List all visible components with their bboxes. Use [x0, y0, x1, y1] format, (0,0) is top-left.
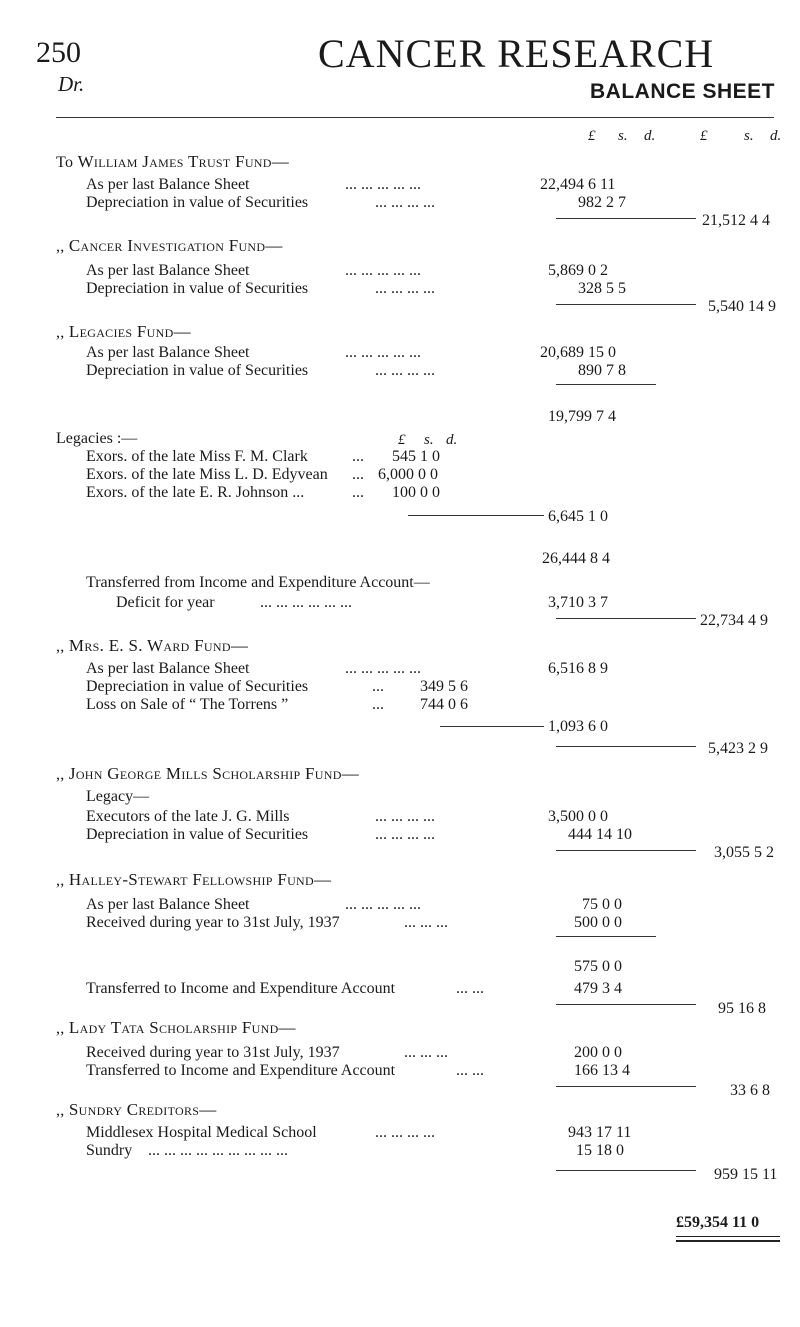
leader-dots: ... ...	[456, 1062, 484, 1079]
col-head-pence-2: d.	[770, 128, 782, 144]
heading-prefix: ,,	[56, 1020, 65, 1037]
leader-dots: ... ... ... ... ...	[345, 262, 421, 279]
row-label: Exors. of the late Miss L. D. Edyvean	[86, 466, 328, 483]
section-total: 22,734 4 9	[700, 612, 768, 629]
row-label: Transferred to Income and Expenditure Account	[86, 980, 396, 997]
row-value: 500 0 0	[574, 914, 622, 931]
sum-rule	[556, 746, 696, 747]
section-total: 95 16 8	[718, 1000, 766, 1017]
subtotal: 575 0 0	[574, 958, 622, 975]
leader-dots: ...	[352, 466, 364, 483]
row-label: Sundry	[86, 1142, 133, 1159]
section-ward	[56, 636, 248, 656]
leader-dots: ...	[372, 696, 384, 713]
leg-head-shillings: s.	[424, 432, 434, 448]
leader-dots: ...	[372, 678, 384, 695]
leader-dots: ... ... ... ... ... ...	[260, 594, 352, 611]
subtotal: 26,444 8 4	[542, 550, 610, 567]
heading-prefix: ,,	[56, 872, 65, 889]
section-heading: John George Mills Scholarship Fund—	[68, 764, 360, 783]
leader-dots: ... ... ... ...	[375, 280, 435, 297]
sub-label: Legacy—	[86, 788, 150, 805]
row-label: Loss on Sale of “ The Torrens ”	[86, 696, 289, 713]
row-value: 3,710 3 7	[548, 594, 608, 611]
row-value: 444 14 10	[568, 826, 632, 843]
heading-prefix: ,,	[56, 324, 65, 341]
sum-rule	[408, 515, 544, 516]
grand-total-rule	[676, 1236, 780, 1242]
section-total: 5,423 2 9	[708, 740, 768, 757]
row-label: Exors. of the late E. R. Johnson ...	[86, 484, 305, 501]
row-label: Depreciation in value of Securities	[86, 194, 309, 211]
section-heading: William James Trust Fund—	[77, 152, 290, 171]
row-value: 20,689 15 0	[540, 344, 616, 361]
section-william-james	[56, 152, 289, 172]
row-value: 545 1 0	[392, 448, 440, 465]
leader-dots: ... ... ... ... ...	[345, 896, 421, 913]
row-label: Deficit for year	[116, 594, 215, 611]
row-value: 6,516 8 9	[548, 660, 608, 677]
row-value: 890 7 8	[578, 362, 626, 379]
sum-rule	[556, 304, 696, 305]
row-label: Depreciation in value of Securities	[86, 362, 309, 379]
row-value: 100 0 0	[392, 484, 440, 501]
row-sub-value: 744 0 6	[420, 696, 468, 713]
section-heading: Lady Tata Scholarship Fund—	[68, 1018, 296, 1037]
leader-dots: ... ... ... ... ...	[345, 660, 421, 677]
row-label: As per last Balance Sheet	[86, 660, 250, 677]
sum-rule	[556, 1004, 696, 1005]
section-total: 959 15 11	[714, 1166, 778, 1183]
section-heading: Cancer Investigation Fund—	[68, 236, 283, 255]
row-label: As per last Balance Sheet	[86, 262, 250, 279]
header-rule	[56, 117, 774, 118]
sum-rule	[440, 726, 544, 727]
leader-dots: ... ...	[456, 980, 484, 997]
leader-dots: ... ... ... ...	[375, 826, 435, 843]
row-label: Depreciation in value of Securities	[86, 280, 309, 297]
row-value: 1,093 6 0	[548, 718, 608, 735]
row-label: Depreciation in value of Securities	[86, 678, 309, 695]
heading-prefix: ,,	[56, 766, 65, 783]
row-value: 75 0 0	[582, 896, 622, 913]
row-value: 15 18 0	[576, 1142, 624, 1159]
transfer-label: Transferred from Income and Expenditure Account—	[86, 574, 430, 591]
leader-dots: ... ... ...	[404, 1044, 448, 1061]
leader-dots: ... ... ... ...	[375, 362, 435, 379]
row-value: 328 5 5	[578, 280, 626, 297]
legacies-label: Legacies :—	[56, 430, 138, 447]
leader-dots: ... ... ... ... ... ... ... ... ...	[148, 1142, 288, 1159]
section-total: 21,512 4 4	[702, 212, 770, 229]
sum-rule	[556, 850, 696, 851]
leader-dots: ... ... ... ...	[375, 1124, 435, 1141]
section-sundry-creditors	[56, 1100, 217, 1120]
section-cancer-investigation	[56, 236, 283, 256]
section-total: 33 6 8	[730, 1082, 770, 1099]
side-label: Dr.	[58, 72, 85, 96]
section-heading: Mrs. E. S. Ward Fund—	[68, 636, 249, 655]
page-title: CANCER RESEARCH	[318, 31, 715, 76]
row-value: 479 3 4	[574, 980, 622, 997]
page-number: 250	[36, 36, 81, 69]
row-value: 943 17 11	[568, 1124, 632, 1141]
sum-rule	[556, 384, 656, 385]
leader-dots: ... ... ...	[404, 914, 448, 931]
row-value: 6,000 0 0	[378, 466, 438, 483]
section-total: 5,540 14 9	[708, 298, 776, 315]
leader-dots: ... ... ... ... ...	[345, 176, 421, 193]
leader-dots: ... ... ... ...	[375, 194, 435, 211]
row-label: Received during year to 31st July, 1937	[86, 1044, 340, 1061]
heading-prefix: To	[56, 154, 74, 171]
section-heading: Sundry Creditors—	[68, 1100, 217, 1119]
col-head-pounds-2: £	[700, 128, 708, 144]
row-label: Received during year to 31st July, 1937	[86, 914, 340, 931]
row-value: 200 0 0	[574, 1044, 622, 1061]
row-value: 166 13 4	[574, 1062, 630, 1079]
row-label: As per last Balance Sheet	[86, 344, 250, 361]
section-heading: Halley-Stewart Fellowship Fund—	[68, 870, 332, 889]
row-label: As per last Balance Sheet	[86, 896, 250, 913]
row-value: 22,494 6 11	[540, 176, 616, 193]
row-value: 3,500 0 0	[548, 808, 608, 825]
row-value: 982 2 7	[578, 194, 626, 211]
row-label: Middlesex Hospital Medical School	[86, 1124, 317, 1141]
row-label: Exors. of the late Miss F. M. Clark	[86, 448, 308, 465]
section-mills	[56, 764, 359, 784]
section-legacies	[56, 322, 191, 342]
leg-head-pounds: £	[398, 432, 406, 448]
leg-head-pence: d.	[446, 432, 458, 448]
row-label: As per last Balance Sheet	[86, 176, 250, 193]
row-label: Depreciation in value of Securities	[86, 826, 309, 843]
col-head-shillings-1: s.	[618, 128, 628, 144]
col-head-pence-1: d.	[644, 128, 656, 144]
subtotal: 19,799 7 4	[548, 408, 616, 425]
sum-rule	[556, 218, 696, 219]
heading-prefix: ,,	[56, 638, 65, 655]
section-lady-tata	[56, 1018, 296, 1038]
subtitle: BALANCE SHEET	[590, 80, 776, 103]
heading-prefix: ,,	[56, 238, 65, 255]
col-head-pounds-1: £	[588, 128, 596, 144]
legacies-total: 6,645 1 0	[548, 508, 608, 525]
sum-rule	[556, 1170, 696, 1171]
leader-dots: ... ... ... ...	[375, 808, 435, 825]
col-head-shillings-2: s.	[744, 128, 754, 144]
section-heading: Legacies Fund—	[68, 322, 191, 341]
grand-total: £59,354 11 0	[676, 1214, 760, 1231]
row-sub-value: 349 5 6	[420, 678, 468, 695]
leader-dots: ...	[352, 484, 364, 501]
section-halley-stewart	[56, 870, 331, 890]
row-value: 5,869 0 2	[548, 262, 608, 279]
row-label: Executors of the late J. G. Mills	[86, 808, 290, 825]
leader-dots: ... ... ... ... ...	[345, 344, 421, 361]
leader-dots: ...	[352, 448, 364, 465]
row-label: Transferred to Income and Expenditure Account	[86, 1062, 396, 1079]
section-total: 3,055 5 2	[714, 844, 774, 861]
sum-rule	[556, 936, 656, 937]
sum-rule	[556, 1086, 696, 1087]
heading-prefix: ,,	[56, 1102, 65, 1119]
sum-rule	[556, 618, 696, 619]
